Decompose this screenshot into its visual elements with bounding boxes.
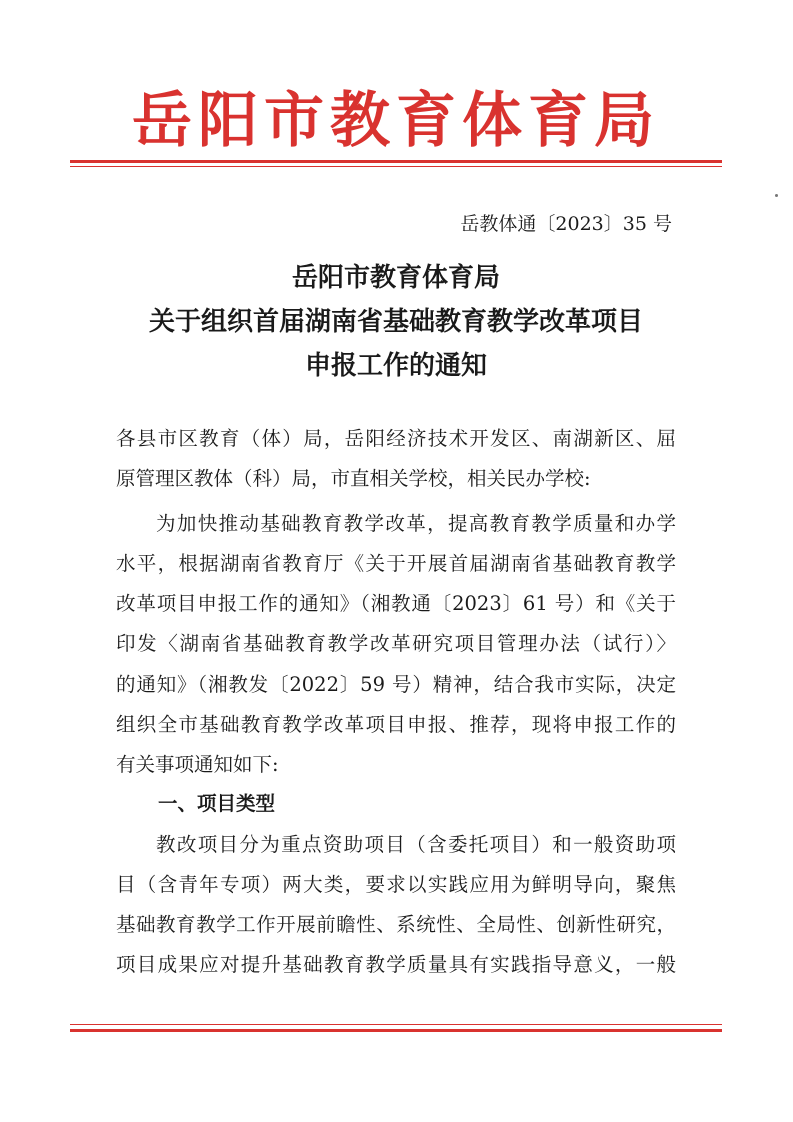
- paragraph-line: 教改项目分为重点资助项目（含委托项目）和一般资助项: [156, 833, 676, 856]
- masthead-rule-thin: [70, 166, 722, 167]
- paragraph-line: 基础教育教学工作开展前瞻性、系统性、全局性、创新性研究，: [116, 913, 676, 936]
- paragraph-line: 目（含青年专项）两大类，要求以实践应用为鲜明导向，聚焦: [116, 873, 676, 896]
- paragraph-line: 项目成果应对提升基础教育教学质量具有实践指导意义，一般: [116, 953, 676, 976]
- footer-rule-thin: [70, 1024, 722, 1025]
- paragraph-line: 的通知》（湘教发〔2022〕59 号）精神，结合我市实际，决定: [116, 673, 676, 696]
- section-heading: 一、项目类型: [158, 792, 276, 815]
- addressee-line: 原管理区教体（科）局，市直相关学校，相关民办学校:: [116, 467, 591, 490]
- paragraph-line: 有关事项通知如下:: [116, 753, 279, 776]
- document-number: 岳教体通〔2023〕35 号: [460, 213, 672, 235]
- title-line-3: 申报工作的通知: [304, 351, 487, 381]
- red-masthead: 岳阳市教育体育局: [132, 86, 660, 156]
- paragraph-line: 改革项目申报工作的通知》（湘教通〔2023〕61 号）和《关于: [116, 592, 676, 615]
- addressee-line: 各县市区教育（体）局，岳阳经济技术开发区、南湖新区、屈: [116, 427, 676, 450]
- footer-rule-thick: [70, 1029, 722, 1032]
- paragraph-line: 为加快推动基础教育教学改革，提高教育教学质量和办学: [156, 512, 676, 535]
- masthead-rule-thick: [70, 160, 722, 163]
- title-line-1: 岳阳市教育体育局: [291, 263, 500, 293]
- paragraph-line: 组织全市基础教育教学改革项目申报、推荐，现将申报工作的: [116, 713, 676, 736]
- scan-speck: [775, 194, 778, 197]
- paragraph-line: 印发〈湖南省基础教育教学改革研究项目管理办法（试行）〉: [116, 632, 676, 655]
- title-line-2: 关于组织首届湖南省基础教育教学改革项目: [148, 307, 643, 337]
- paragraph-line: 水平，根据湖南省教育厅《关于开展首届湖南省基础教育教学: [116, 552, 676, 575]
